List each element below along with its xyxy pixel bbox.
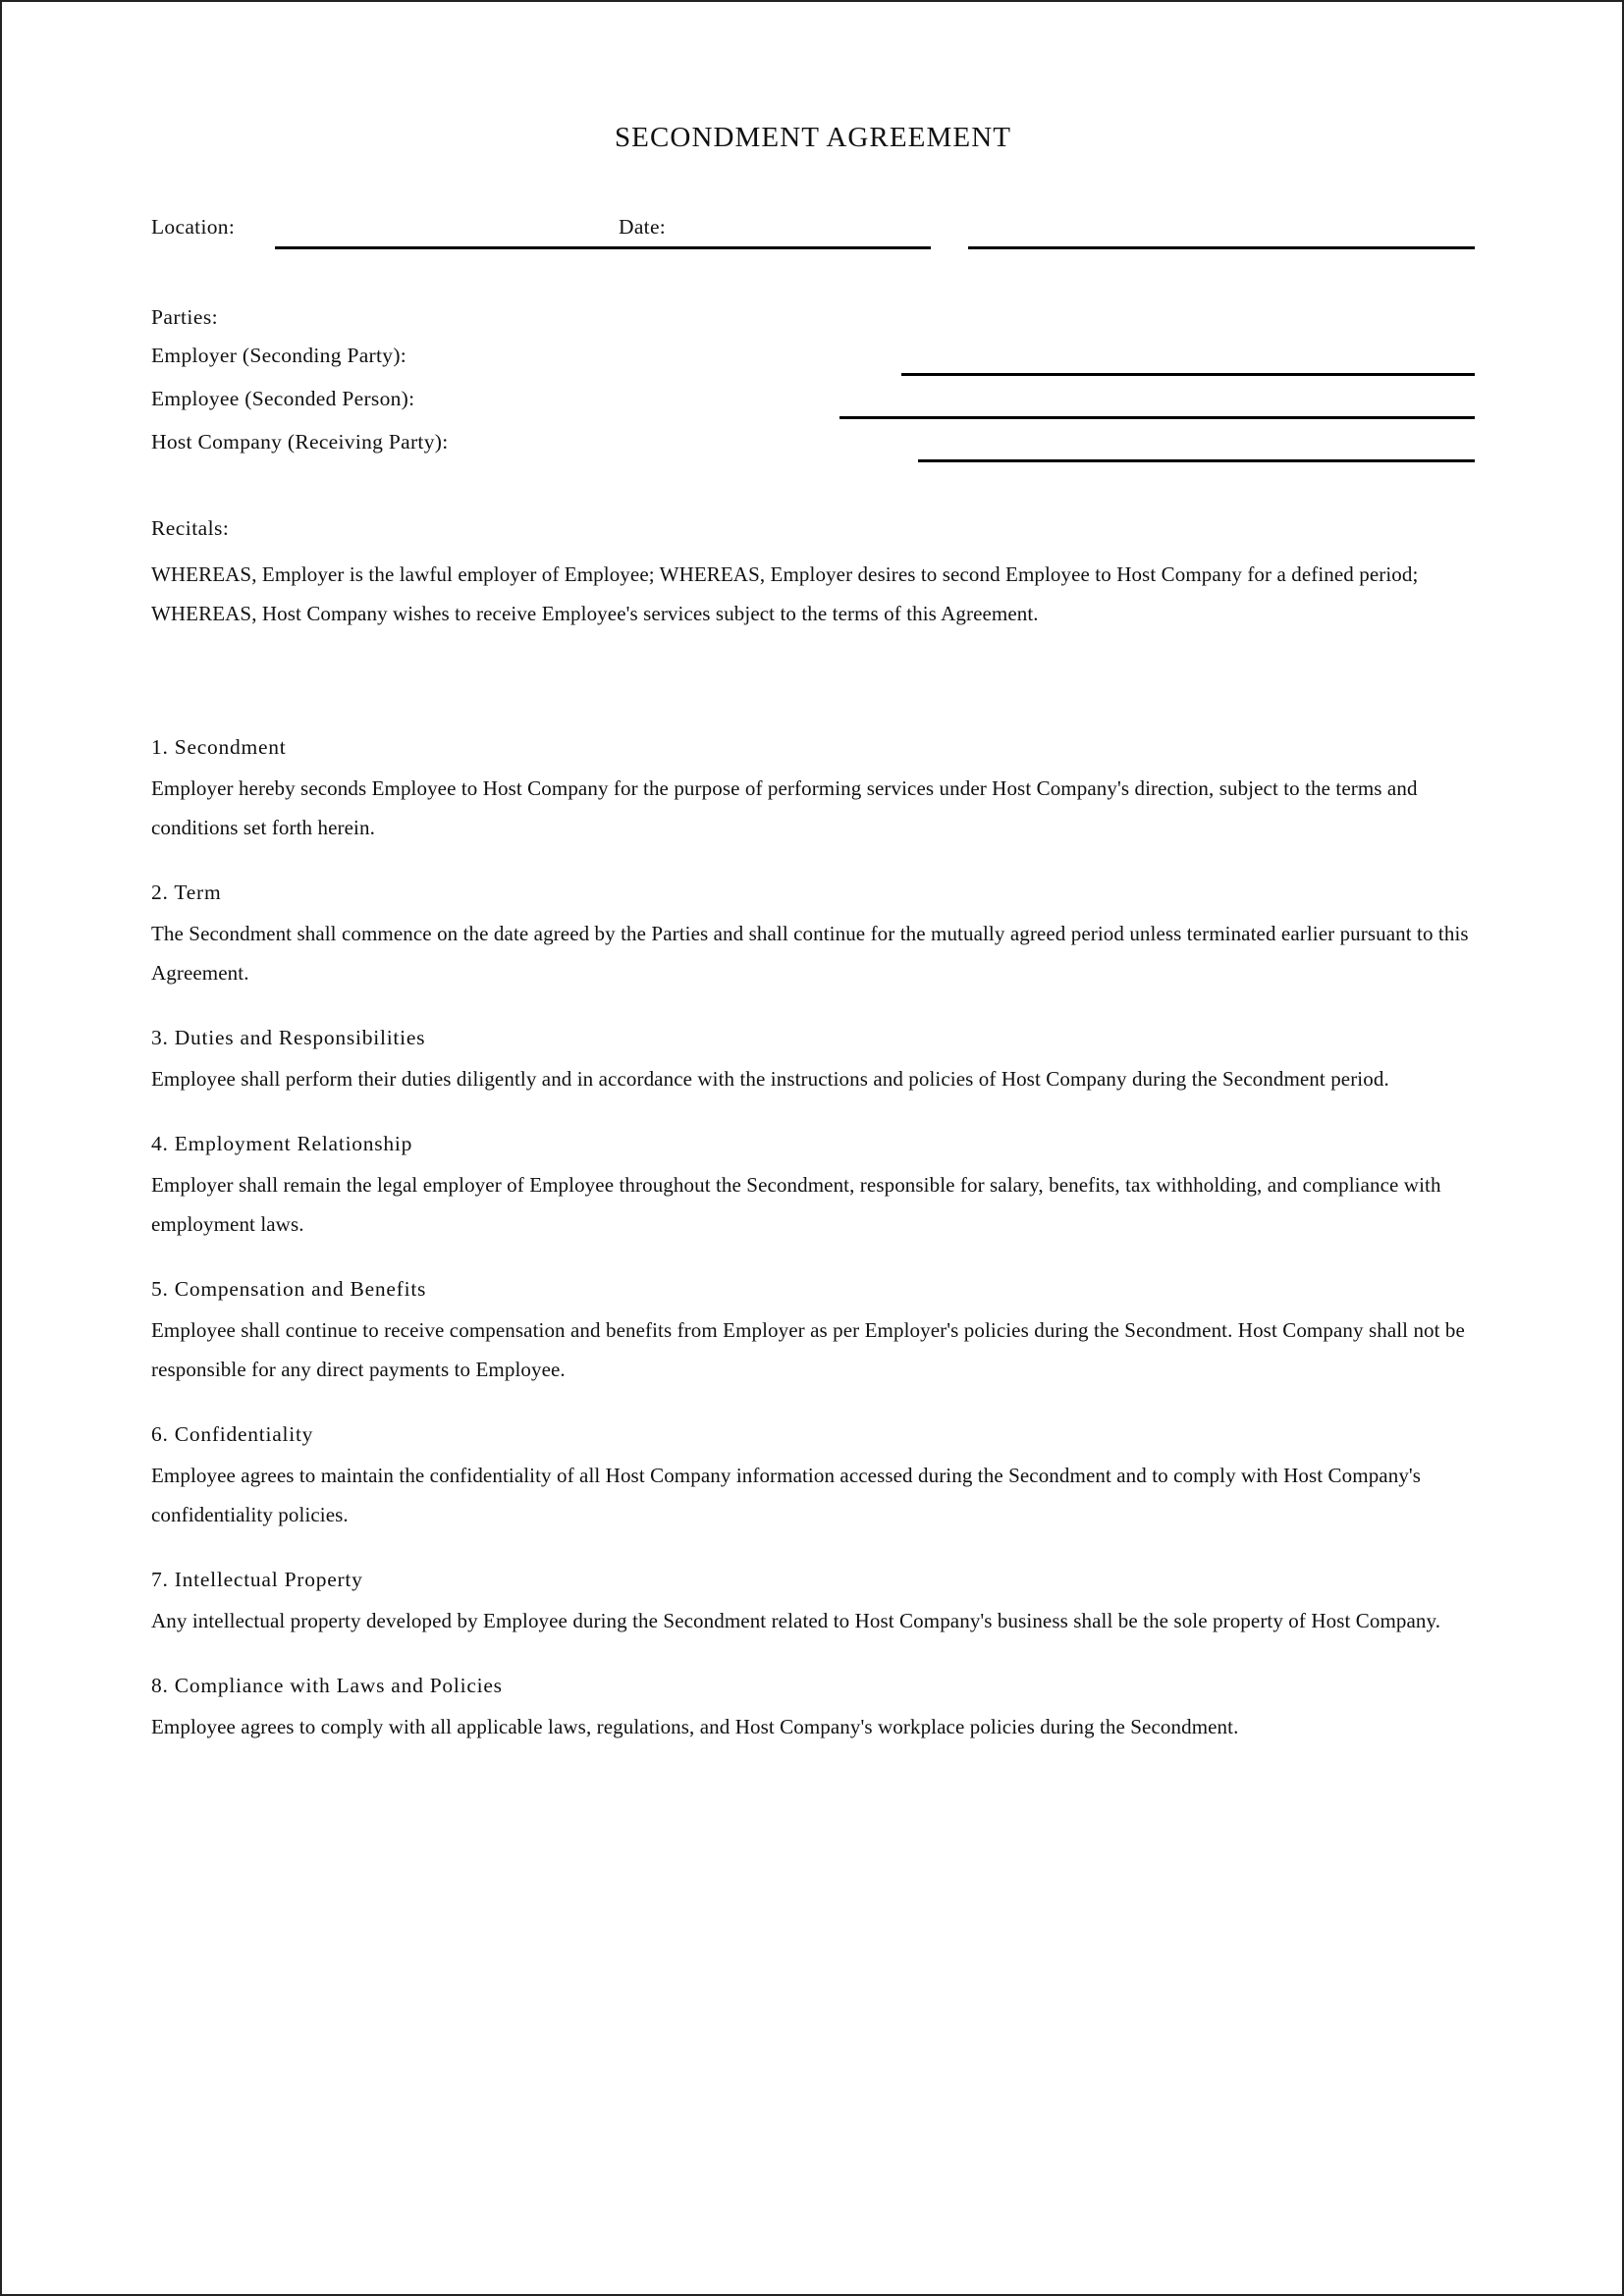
- section-body: Employee agrees to comply with all applicable laws, regulations, and Host Company's workplace policies during the Secondment.: [151, 1715, 1239, 1738]
- party-row-employee: [151, 387, 1475, 430]
- parties-block: [151, 305, 1475, 473]
- location-input-rule[interactable]: [275, 246, 931, 249]
- section-body: Employee shall perform their duties diligently and in accordance with the instructions and policies of Host Company during the Secondment period.: [151, 1067, 1389, 1091]
- section-term: [151, 881, 1475, 992]
- recitals-block: [151, 516, 1475, 633]
- section-heading: 3. Duties and Responsibilities: [151, 1026, 426, 1049]
- section-body: Employer hereby seconds Employee to Host Company for the purpose of performing services under Host Company's direction, subject to the terms and conditions set forth herein.: [151, 776, 1418, 839]
- party-row-host-company: [151, 430, 1475, 473]
- section-compensation-and-benefits: [151, 1277, 1475, 1389]
- section-body: The Secondment shall commence on the date agreed by the Parties and shall continue for the mutually agreed period unless terminated earlier pursuant to this Agreement.: [151, 922, 1469, 985]
- date-input-rule[interactable]: [968, 246, 1475, 249]
- section-heading: 6. Confidentiality: [151, 1422, 314, 1446]
- section-heading: 7. Intellectual Property: [151, 1568, 363, 1591]
- section-heading: 5. Compensation and Benefits: [151, 1277, 427, 1301]
- party-input-rule-employee[interactable]: [839, 416, 1475, 419]
- section-employment-relationship: [151, 1132, 1475, 1244]
- section-heading: 4. Employment Relationship: [151, 1132, 413, 1155]
- section-compliance-with-laws-and-policies: [151, 1674, 1475, 1746]
- section-body: Employer shall remain the legal employer of Employee throughout the Secondment, responsible for salary, benefits, tax withholding, and compliance with employment laws.: [151, 1173, 1441, 1236]
- section-body: Employee shall continue to receive compensation and benefits from Employer as per Employer's policies during the Secondment. Host Company shall not be responsible for any direct payments to Employee.: [151, 1318, 1465, 1381]
- section-body: Employee agrees to maintain the confidentiality of all Host Company information accessed during the Secondment and to comply with Host Company's confidentiality policies.: [151, 1464, 1422, 1526]
- section-confidentiality: [151, 1422, 1475, 1534]
- party-input-rule-host-company[interactable]: [918, 459, 1475, 462]
- document-content: [151, 2, 1475, 1780]
- section-heading: 8. Compliance with Laws and Policies: [151, 1674, 503, 1697]
- party-row-employer: [151, 344, 1475, 387]
- location-label: Location:: [151, 215, 236, 239]
- location-date-row: [151, 215, 1475, 260]
- party-label-employer: Employer (Seconding Party):: [151, 344, 407, 367]
- recitals-text: WHEREAS, Employer is the lawful employer of Employee; WHEREAS, Employer desires to second Employee to Host Company for a defined period; WHEREAS, Host Company wishes to receive Employee's services subject to the terms of this Agreement.: [151, 562, 1419, 625]
- numbered-sections: [151, 735, 1475, 1746]
- section-duties-and-responsibilities: [151, 1026, 1475, 1098]
- section-body: Any intellectual property developed by Employee during the Secondment related to Host Company's business shall be the sole property of Host Company.: [151, 1609, 1441, 1632]
- recitals-heading: Recitals:: [151, 516, 230, 540]
- parties-heading: Parties:: [151, 305, 219, 329]
- party-input-rule-employer[interactable]: [901, 373, 1475, 376]
- section-intellectual-property: [151, 1568, 1475, 1640]
- party-label-host-company: Host Company (Receiving Party):: [151, 430, 449, 454]
- section-secondment: [151, 735, 1475, 847]
- section-heading: 2. Term: [151, 881, 222, 904]
- page-title: SECONDMENT AGREEMENT: [614, 122, 1012, 153]
- section-heading: 1. Secondment: [151, 735, 287, 759]
- party-label-employee: Employee (Seconded Person):: [151, 387, 415, 410]
- date-label: Date:: [619, 215, 667, 239]
